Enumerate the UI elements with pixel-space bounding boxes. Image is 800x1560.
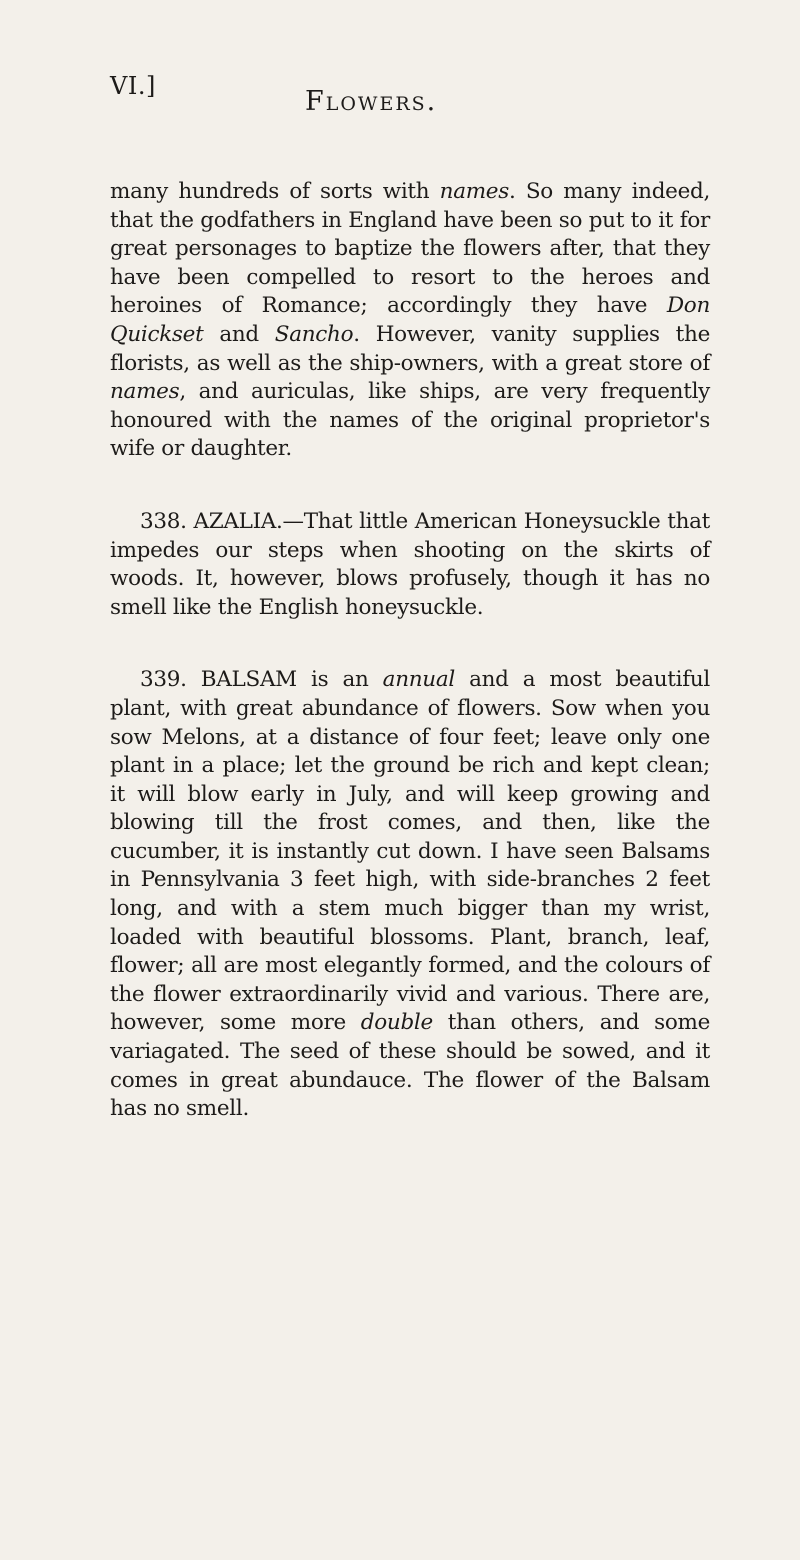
- text-segment: . So many indeed, that the godfathers in England have been so put to it for great personages to baptize the flowers after, that they have been compelled to resort to the heroes and heroines of Romance; accordingly they have: [110, 179, 710, 319]
- text-segment: . However, vanity supplies the florists, as well as the ship-owners, with a great store of: [110, 321, 710, 376]
- italic-segment: annual: [382, 667, 455, 693]
- italic-segment: names: [110, 379, 180, 405]
- paragraph-balsam: [110, 666, 710, 1124]
- text-segment: than others, and some variagated. The seed of these should be sowed, and it comes in great abundauce. The flower of the Balsam has no smell.: [110, 1010, 710, 1122]
- text-segment: and a most beautiful plant, with great abundance of flowers. Sow when you sow Melons, at a distance of four feet; leave only one plant in a place; let the ground be rich and kept clean; it will blow early in July, and will keep growing and blowing till the frost comes, and then, like the cucumber, it is instantly cut down. I have seen Balsams in Pennsylvania 3 feet high, with side-branches 2 feet long, and with a stem much bigger than my wrist, loaded with beautiful blossoms. Plant, branch, leaf, flower; all are most elegantly formed, and the colours of the flower extraordinarily vivid and various. There are, however, some more: [110, 667, 710, 1036]
- text-segment: many hundreds of sorts with: [110, 179, 440, 204]
- text-segment: , and auriculas, like ships, are very frequently honoured with the names of the original proprietor's wife or daughter.: [110, 379, 710, 462]
- body-text: [110, 178, 710, 1168]
- running-head: [110, 72, 730, 117]
- chapter-number: VI.]: [110, 72, 156, 100]
- italic-segment: Sancho: [274, 321, 354, 347]
- italic-segment: names: [439, 179, 509, 204]
- text-segment: and: [203, 321, 275, 347]
- text-segment: 338. AZALIA.—That little American Honeysuckle that impedes our steps when shooting on the skirts of woods. It, however, blows profusely, though it has no smell like the English honeysuckle.: [110, 508, 710, 620]
- italic-segment: Don Quickset: [110, 293, 710, 347]
- paragraph-intro: [110, 178, 710, 464]
- paragraph-azalia: [110, 508, 710, 622]
- text-segment: 339. BALSAM is an: [140, 667, 383, 693]
- italic-segment: double: [360, 1010, 433, 1036]
- page-title: Flowers.: [305, 86, 438, 117]
